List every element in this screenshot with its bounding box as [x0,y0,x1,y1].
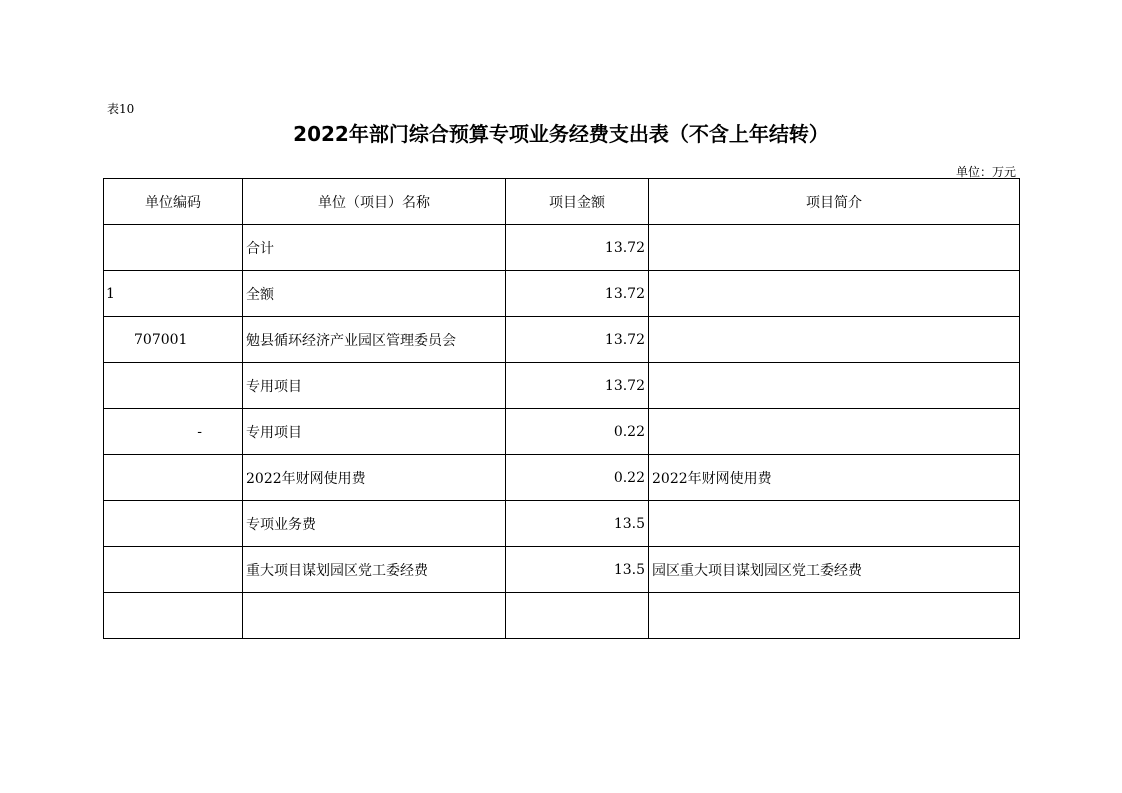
cell-description [649,317,1020,363]
cell-name: 2022年财网使用费 [243,455,506,501]
cell-description [649,271,1020,317]
column-header-name: 单位（项目）名称 [243,179,506,225]
cell-amount: 13.72 [506,317,649,363]
cell-amount: 13.5 [506,547,649,593]
cell-name: 专用项目 [243,409,506,455]
cell-description [649,409,1020,455]
cell-name: 重大项目谋划园区党工委经费 [243,547,506,593]
cell-code [104,547,243,593]
cell-code [104,593,243,639]
cell-name: 专用项目 [243,363,506,409]
cell-code [104,455,243,501]
page-title: 2022年部门综合预算专项业务经费支出表（不含上年结转） [293,122,829,146]
cell-code: 707001 [104,317,243,363]
table-row [104,317,1020,363]
table-row [104,593,1020,639]
column-header-description: 项目简介 [649,179,1020,225]
cell-name: 勉县循环经济产业园区管理委员会 [243,317,506,363]
cell-amount: 13.72 [506,363,649,409]
unit-label: 单位：万元 [955,165,1016,179]
table-header-row [104,179,1020,225]
cell-name [243,593,506,639]
cell-description: 园区重大项目谋划园区党工委经费 [649,547,1020,593]
cell-amount: 13.72 [506,271,649,317]
table-row [104,271,1020,317]
table-row [104,501,1020,547]
cell-description [649,363,1020,409]
cell-description [649,501,1020,547]
cell-code [104,501,243,547]
cell-description [649,593,1020,639]
table-row [104,225,1020,271]
table-row [104,363,1020,409]
cell-name: 专项业务费 [243,501,506,547]
table-row [104,409,1020,455]
cell-amount: 13.72 [506,225,649,271]
cell-code: 1 [104,271,243,317]
cell-amount [506,593,649,639]
cell-name: 合计 [243,225,506,271]
cell-code [104,363,243,409]
table-row [104,455,1020,501]
column-header-amount: 项目金额 [506,179,649,225]
cell-code: - [104,409,243,455]
table-number: 表10 [107,102,135,116]
cell-name: 全额 [243,271,506,317]
budget-table [103,178,1020,639]
cell-amount: 0.22 [506,409,649,455]
cell-description [649,225,1020,271]
cell-amount: 13.5 [506,501,649,547]
cell-description: 2022年财网使用费 [649,455,1020,501]
column-header-code: 单位编码 [104,179,243,225]
cell-code [104,225,243,271]
table-row [104,547,1020,593]
cell-amount: 0.22 [506,455,649,501]
